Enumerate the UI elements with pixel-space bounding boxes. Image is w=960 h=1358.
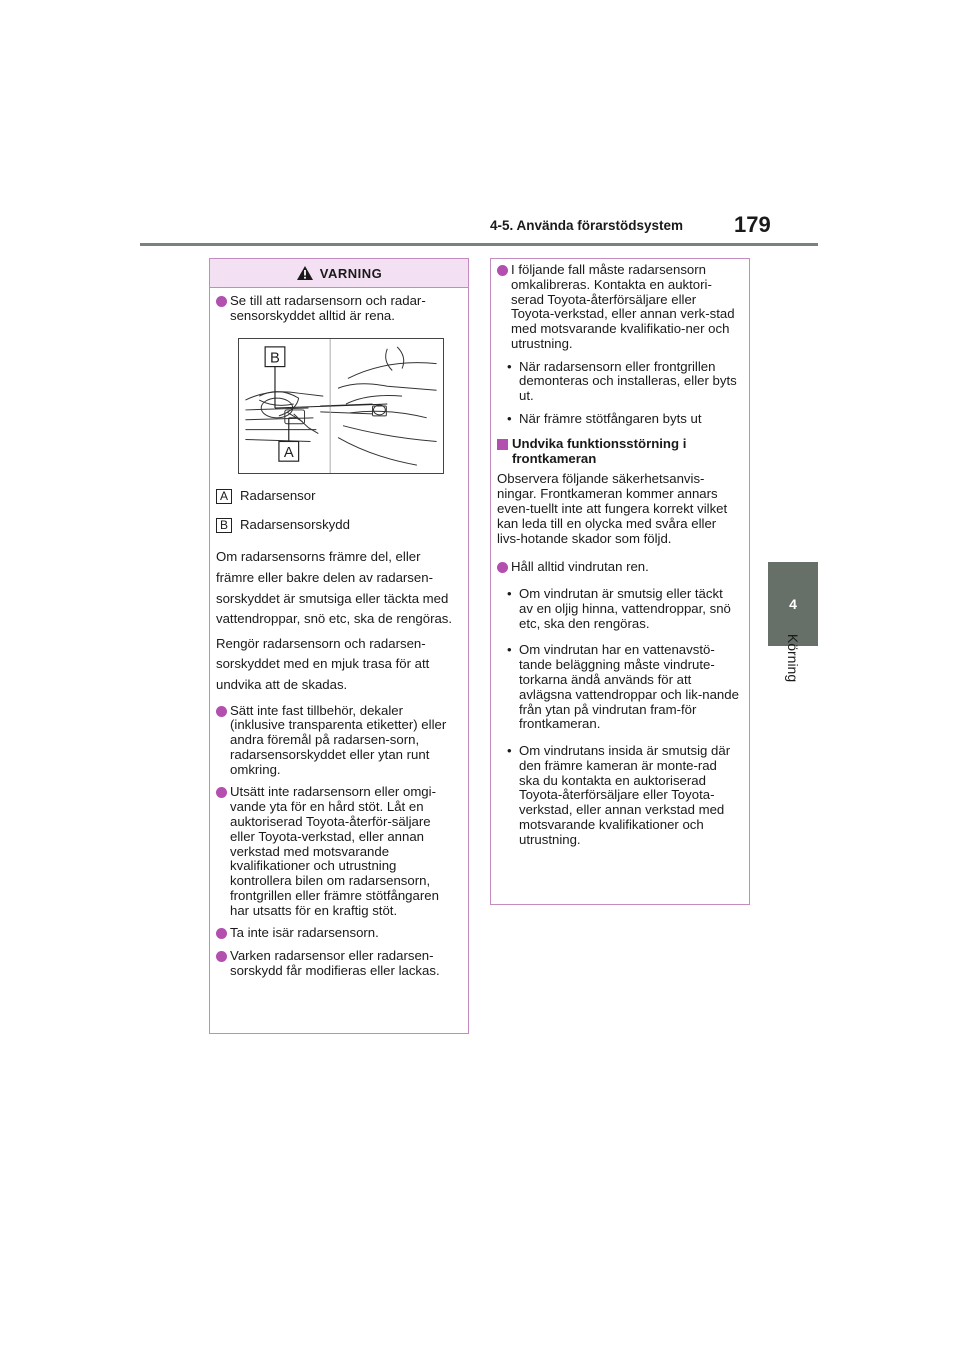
legend-letter: B [216,518,232,533]
page-number: 179 [734,212,771,237]
sub-item: • När radarsensorn eller frontgrillen demonteras och installeras, eller byts ut. [507,358,737,404]
paragraph: Rengör radarsensorn och radarsen-sorskyddet med en mjuk trasa för att undvika att de skadas. [216,635,430,692]
chapter-number: 4 [789,596,797,612]
bullet-dot-icon [216,296,227,307]
paragraph: Observera följande säkerhetsanvis-ningar. Frontkameran kommer annars even-tuellt inte att fungera korrekt vilket kan leda till en olycka med svåra eller livs-hotande skador som följd. [497,471,728,546]
sub-item: • Om vindrutans insida är smutsig där den främre kameran är monte-rad ska du kontakta en auktoriserad Toyota-återförsäljare eller Toyota-verkstad, eller annan verkstad med motsvarande kvalifikationer och utrustning. [507,743,731,847]
warning-bullet: Se till att radarsensorn och radar-sensorskyddet alltid är rena. [216,294,458,324]
sub-item: • Om vindrutan är smutsig eller täckt av en oljig hinna, vattendroppar, snö etc, ska den rengöras. [507,586,731,631]
legend-item-b [216,518,458,533]
warning-box [209,258,469,1034]
bullet-dot-icon [216,787,227,798]
legend-letter: A [216,489,232,504]
warning-triangle-icon [296,265,314,281]
label-a: A [283,444,294,461]
legend-item-a [216,489,458,504]
info-bullet: Håll alltid vindrutan ren. [497,560,739,575]
bullet-dot-icon [216,928,227,939]
section-title: 4-5. Använda förarstödsystem [490,218,684,233]
warning-bullet: Ta inte isär radarsensorn. [216,926,458,941]
warning-title: VARNING [319,265,383,281]
heading-square-icon [497,439,508,450]
warning-bullet: Utsätt inte radarsensorn eller omgi-vande yta för en hård stöt. Låt en auktoriserad Toyota-återför-säljare eller Toyota-verkstad, eller annan verkstad med motsvarande kvalifikationer och utrustning kontrollera bilen om radarsensorn, frontgrillen eller främre stötfångaren har utsatts för en kraftig stöt. [216,785,458,918]
bullet-dot-icon [216,951,227,962]
warning-bullet: Varken radarsensor eller radarsen-sorskydd får modifieras eller lackas. [216,949,458,979]
radar-sensor-illustration [238,338,444,474]
bullet-dot-icon [497,562,508,573]
info-box [490,258,750,905]
legend-text: Radarsensor [240,488,316,504]
sub-item: • Om vindrutan har en vattenavstö-tande beläggning måste vindrute-torkarna ändå används för att avlägsna vattendroppar och lik-nande från ytan på vindrutan fram-för frontkameran. [507,642,739,732]
warning-bullet: Sätt inte fast tillbehör, dekaler (inklusive transparenta etiketter) eller andra föremål på radarsen-sorn, radarsensorskyddet eller ytan runt omkring. [216,704,458,778]
chapter-label: Körning [785,633,802,683]
section-heading: Undvika funktionsstörning i frontkameran [497,437,739,467]
info-bullet: I följande fall måste radarsensorn omkalibreras. Kontakta en auktori-serad Toyota-återförsäljare eller Toyota-verkstad, eller annan verk-stad med motsvarande kvalifikatio-ner och utrustning. [497,263,739,352]
warning-header [210,259,468,288]
label-b: B [270,350,280,367]
legend-text: Radarsensorskydd [240,517,350,533]
paragraph: Om radarsensorns främre del, eller främre eller bakre delen av radarsen-sorskyddet är smutsiga eller täckta med vattendroppar, snö etc, ska de rengöras. [216,549,453,627]
header-divider [140,243,818,246]
bullet-dot-icon [497,265,508,276]
sub-item: • När främre stötfångaren byts ut [507,411,702,427]
bullet-dot-icon [216,706,227,717]
